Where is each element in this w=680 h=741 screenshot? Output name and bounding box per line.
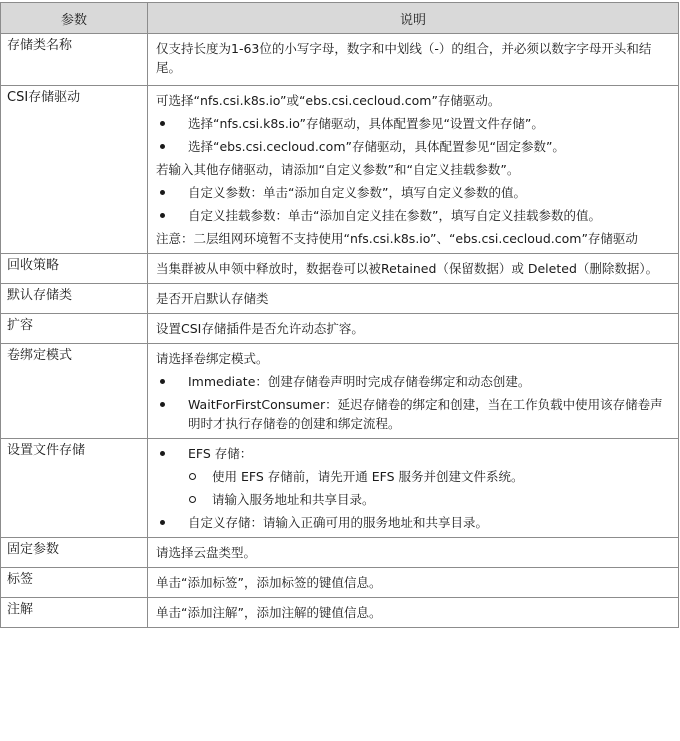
table-row — [1, 598, 679, 628]
desc-text: 请选择云盘类型。 — [156, 545, 257, 560]
header-desc: 说明 — [148, 3, 679, 34]
desc-text: 仅支持长度为1-63位的小写字母，数字和中划线（-）的组合，并必须以数字字母开头和结尾。 — [156, 41, 652, 75]
desc-text: 可选择“nfs.csi.k8s.io”或“ebs.csi.cecloud.com”存储驱动。 — [156, 93, 501, 108]
bullet-icon — [160, 213, 165, 218]
list-item — [156, 114, 670, 133]
param-desc — [148, 314, 679, 344]
parameter-table — [0, 2, 679, 628]
bullet-icon — [160, 144, 165, 149]
bullet-icon — [160, 520, 165, 525]
table-row — [1, 344, 679, 439]
list-item — [156, 183, 670, 202]
list-item-text: 选择“ebs.csi.cecloud.com”存储驱动，具体配置参见“固定参数”。 — [188, 139, 565, 154]
bullet-icon — [160, 451, 165, 456]
desc-text: 单击“添加标签”，添加标签的键值信息。 — [156, 575, 382, 590]
list-item — [156, 206, 670, 225]
table-row — [1, 284, 679, 314]
param-desc — [148, 439, 679, 538]
header-param: 参数 — [1, 3, 148, 34]
hollow-bullet-icon — [189, 496, 196, 503]
table-row — [1, 568, 679, 598]
param-name: CSI存储驱动 — [1, 86, 148, 254]
table-row — [1, 86, 679, 254]
param-name: 回收策略 — [1, 254, 148, 284]
list-item — [156, 444, 670, 463]
desc-text: 单击“添加注解”，添加注解的键值信息。 — [156, 605, 382, 620]
bullet-icon — [160, 190, 165, 195]
param-desc — [148, 284, 679, 314]
param-desc — [148, 254, 679, 284]
list-item-text: 自定义存储：请输入正确可用的服务地址和共享目录。 — [188, 515, 489, 530]
list-item-text: WaitForFirstConsumer：延迟存储卷的绑定和创建，当在工作负载中使用该存储卷声明时才执行存储卷的创建和绑定流程。 — [188, 397, 663, 431]
sub-list-item — [156, 490, 670, 509]
sub-list-item-text: 使用 EFS 存储前，请先开通 EFS 服务并创建文件系统。 — [212, 469, 524, 484]
param-desc — [148, 538, 679, 568]
sub-list-item — [156, 467, 670, 486]
table-row — [1, 254, 679, 284]
param-desc — [148, 568, 679, 598]
bullet-icon — [160, 121, 165, 126]
list-item — [156, 372, 670, 391]
table-row — [1, 439, 679, 538]
list-item-text: Immediate：创建存储卷声明时完成存储卷绑定和动态创建。 — [188, 374, 531, 389]
table-row — [1, 314, 679, 344]
param-desc — [148, 86, 679, 254]
param-desc — [148, 34, 679, 86]
table-row — [1, 34, 679, 86]
desc-text: 若输入其他存储驱动，请添加“自定义参数”和“自定义挂载参数”。 — [156, 162, 520, 177]
param-name: 扩容 — [1, 314, 148, 344]
list-item-text: 自定义挂载参数：单击“添加自定义挂在参数”，填写自定义挂载参数的值。 — [188, 208, 601, 223]
desc-text: 是否开启默认存储类 — [156, 291, 269, 306]
param-name: 注解 — [1, 598, 148, 628]
bullet-icon — [160, 402, 165, 407]
table-row — [1, 538, 679, 568]
bullet-icon — [160, 379, 165, 384]
note-text: 注意：二层组网环境暂不支持使用“nfs.csi.k8s.io”、“ebs.csi.cecloud.com”存储驱动 — [156, 231, 638, 246]
hollow-bullet-icon — [189, 473, 196, 480]
list-item-text: 自定义参数：单击“添加自定义参数”，填写自定义参数的值。 — [188, 185, 526, 200]
param-name: 存储类名称 — [1, 34, 148, 86]
desc-text: 请选择卷绑定模式。 — [156, 351, 269, 366]
param-name: 默认存储类 — [1, 284, 148, 314]
param-desc — [148, 598, 679, 628]
sub-list-item-text: 请输入服务地址和共享目录。 — [212, 492, 375, 507]
param-name: 设置文件存储 — [1, 439, 148, 538]
list-item-text: EFS 存储： — [188, 446, 253, 461]
desc-text: 设置CSI存储插件是否允许动态扩容。 — [156, 321, 364, 336]
list-item — [156, 137, 670, 156]
param-name: 卷绑定模式 — [1, 344, 148, 439]
desc-text: 当集群被从申领中释放时，数据卷可以被Retained（保留数据）或 Deleted（删除数据）。 — [156, 261, 659, 276]
list-item — [156, 513, 670, 532]
table-header-row — [1, 3, 679, 34]
list-item-text: 选择“nfs.csi.k8s.io”存储驱动，具体配置参见“设置文件存储”。 — [188, 116, 544, 131]
param-name: 标签 — [1, 568, 148, 598]
param-name: 固定参数 — [1, 538, 148, 568]
list-item — [156, 395, 670, 433]
param-desc — [148, 344, 679, 439]
